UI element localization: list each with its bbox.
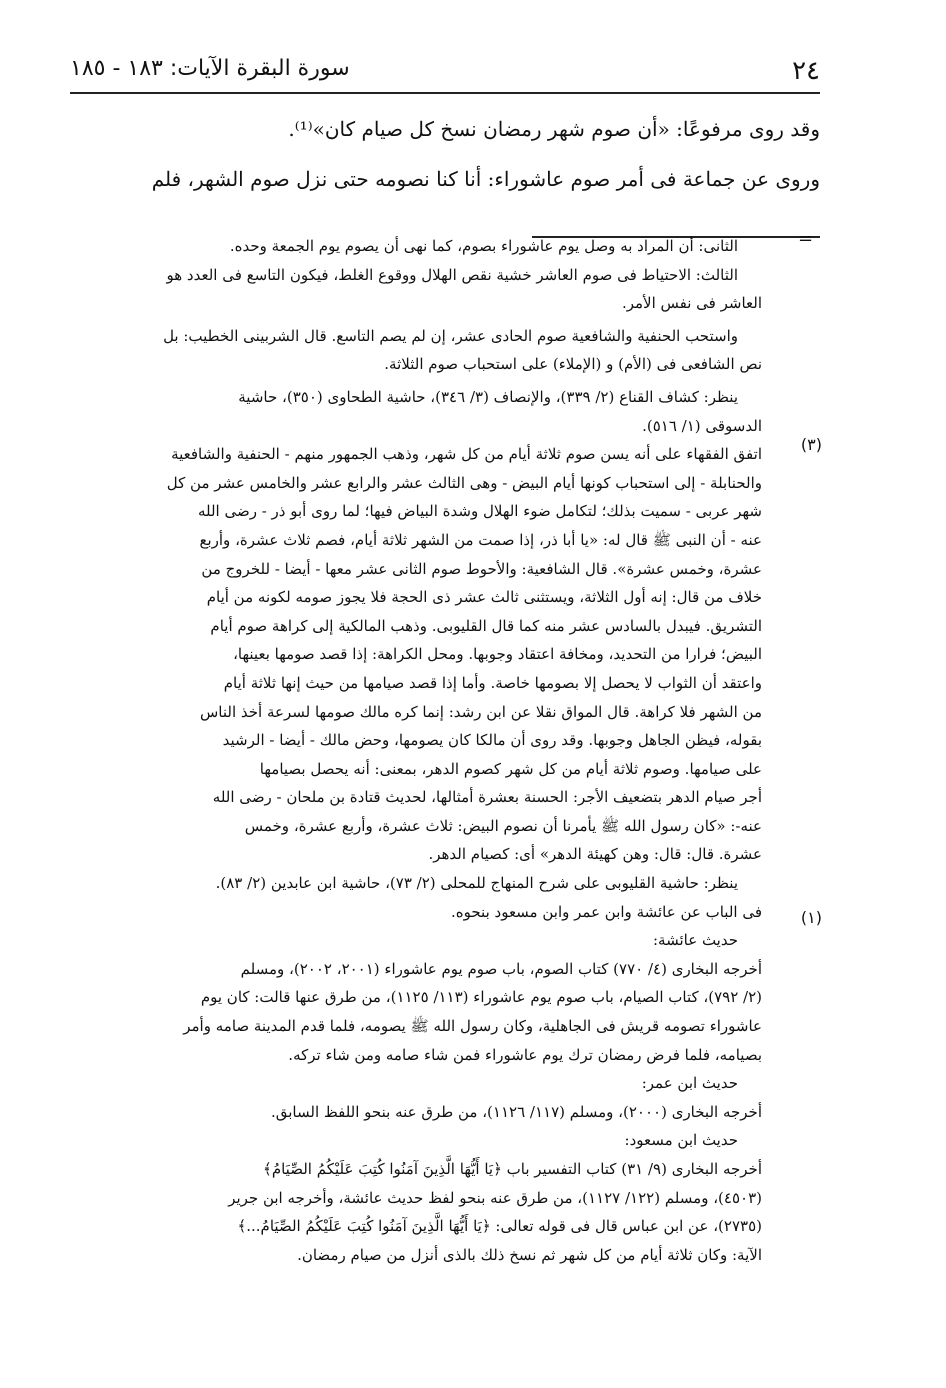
note-1-heading: حديث عائشة: bbox=[653, 931, 738, 950]
note-1-line: بصيامه، فلما فرض رمضان ترك يوم عاشوراء فمن شاء صامه ومن شاء تركه. bbox=[288, 1045, 762, 1064]
note-3-line: عشرة، وخمس عشرة». قال الشافعية: والأحوط صوم الثانى عشر معها - أيضا - للخروج من bbox=[201, 559, 762, 578]
note-1-intro: فى الباب عن عائشة وابن عمر وابن مسعود بنحوه. bbox=[450, 902, 762, 921]
note-line: ينظر: كشاف القناع (٢/ ٣٣٩)، والإنصاف (٣/ ٣٤٦)، حاشية الطحاوى (٣٥٠)، حاشية bbox=[238, 387, 738, 406]
footnote-marker-3: (٣) bbox=[800, 435, 822, 454]
running-head: سورة البقرة الآيات: ١٨٣ - ١٨٥ bbox=[70, 56, 350, 81]
note-1-line: عاشوراء تصومه قريش فى الجاهلية، وكان رسول الله ﷺ يصومه، فلما قدم المدينة صامه وأمر bbox=[183, 1017, 762, 1036]
note-3-line: عنه-: «كان رسول الله ﷺ يأمرنا أن نصوم البيض: ثلاث عشرة، وأربع عشرة، وخمس bbox=[244, 816, 762, 835]
footnote-marker-1: (١) bbox=[800, 908, 822, 927]
note-3-line: عنه - أن النبى ﷺ قال له: «يا أبا ذر، إذا صمت من الشهر ثلاثة أيام، فصم ثلاث عشرة، وأربع bbox=[199, 530, 762, 549]
main-text bbox=[70, 104, 820, 204]
note-1-line: (٤٥٠٣)، ومسلم (١٢٢/ ١١٢٧)، من طرق عنه بنحو لفظ حديث عائشة، وأخرجه ابن جرير bbox=[228, 1188, 762, 1207]
note-1-heading: حديث ابن عمر: bbox=[641, 1074, 738, 1093]
note-line: الدسوقى (١/ ٥١٦). bbox=[642, 416, 762, 435]
note-3-line: البيض؛ فرارا من التحديد، ومخافة اعتقاد وجوبها. ومحل الكراهة: إذا قصد صومها بعينها، bbox=[233, 645, 762, 664]
continuation-mark: = bbox=[798, 228, 814, 249]
note-1-line: أخرجه البخارى (٢٠٠٠)، ومسلم (١١٧/ ١١٢٦)، من طرق عنه بنحو اللفظ السابق. bbox=[270, 1102, 762, 1121]
note-line: واستحب الحنفية والشافعية صوم الحادى عشر، إن لم يصم التاسع. قال الشربينى الخطيب: بل bbox=[163, 326, 738, 345]
note-line: الثانى: أن المراد به وصل يوم عاشوراء بصوم، كما نهى أن يصوم يوم الجمعة وحده. bbox=[229, 237, 738, 255]
note-3-line: من الشهر فلا كراهة. قال المواق نقلا عن ابن رشد: إنما كره مالك صومها لسرعة أخذ الناس bbox=[199, 702, 762, 721]
note-line: الثالث: الاحتياط فى صوم العاشر خشية نقص الهلال ووقوع الغلط، فيكون التاسع فى العدد هو bbox=[166, 265, 738, 284]
note-1-line: أخرجه البخارى (٤/ ٧٧٠) كتاب الصوم، باب صوم يوم عاشوراء (٢٠٠١، ٢٠٠٢)، ومسلم bbox=[240, 959, 762, 978]
note-3-line: والحنابلة - إلى استحباب كونها أيام البيض - وهى الثالث عشر والرابع عشر والخامس عشر من كل bbox=[166, 473, 762, 492]
note-1-heading: حديث ابن مسعود: bbox=[624, 1131, 738, 1150]
note-line: العاشر فى نفس الأمر. bbox=[621, 294, 762, 313]
note-1-line: أخرجه البخارى (٩/ ٣١) كتاب التفسير باب ﴿يَا أَيُّهَا الَّذِينَ آمَنُوا كُتِبَ عَلَيْكُمُ الصِّيَامُ﴾ bbox=[263, 1160, 762, 1178]
note-1-line: (٢٧٣٥)، عن ابن عباس قال فى قوله تعالى: ﴿يَا أَيُّهَا الَّذِينَ آمَنُوا كُتِبَ عَلَيْكُمُ الصِّيَامُ...﴾ bbox=[237, 1217, 762, 1236]
note-3-line: على صيامها. وصوم ثلاثة أيام من كل شهر كصوم الدهر، بمعنى: أنه يحصل بصيامها bbox=[259, 759, 762, 778]
note-3-line: بقوله، فيظن الجاهل وجوبها. وقد روى أن مالكا كان يصومها، وحض مالك - أيضا - الرشيد bbox=[222, 731, 762, 750]
note-3-ref: ينظر: حاشية القليوبى على شرح المنهاج للمحلى (٢/ ٧٣)، حاشية ابن عابدين (٢/ ٨٣). bbox=[215, 874, 738, 893]
note-3-line: أجر صيام الدهر بتضعيف الأجر: الحسنة بعشرة أمثالها، لحديث قتادة بن ملحان - رضى الله bbox=[212, 788, 762, 807]
note-3-line: اتفق الفقهاء على أنه يسن صوم ثلاثة أيام من كل شهر، وذهب الجمهور منهم - الحنفية والشافعية bbox=[171, 445, 762, 464]
note-1-line: (٢/ ٧٩٢)، كتاب الصيام، باب صوم يوم عاشوراء (١١٣/ ١١٢٥)، من طرق عنها قالت: كان يوم bbox=[200, 988, 762, 1007]
note-line: نص الشافعى فى (الأم) و (الإملاء) على استحباب صوم الثلاثة. bbox=[384, 355, 762, 374]
note-3-line: واعتقد أن الثواب لا يحصل إلا بصومها خاصة. وأما إذا قصد صيامها من حيث إنها ثلاثة أيام bbox=[223, 673, 762, 692]
main-text-line: وروى عن جماعة فى أمر صوم عاشوراء: أنا كنا نصومه حتى نزل صوم الشهر، فلم bbox=[151, 167, 820, 191]
page-header bbox=[70, 52, 820, 94]
note-3-line: شهر عربى - سميت بذلك؛ لتكامل ضوء الهلال وشدة البياض فيها؛ لما روى أبو ذر - رضى الله bbox=[197, 502, 762, 521]
note-3-line: التشريق. فيبدل بالسادس عشر منه كما قال القليوبى. وذهب المالكية إلى كراهة صوم أيام bbox=[210, 616, 762, 635]
note-3-line: عشرة. قال: قال: وهن كهيئة الدهر» أى: كصيام الدهر. bbox=[428, 845, 762, 864]
footnotes bbox=[62, 232, 762, 1269]
note-1-line: الآية: وكان ثلاثة أيام من كل شهر ثم نسخ ذلك بالذى أنزل من صيام رمضان. bbox=[297, 1245, 762, 1264]
note-3-line: خلاف من قال: إنه أول الثلاثة، ويستثنى ثالث عشر ذى الحجة فلا يجوز صومه لكونه من أيام bbox=[206, 588, 762, 607]
main-text-line: وقد روى مرفوعًا: «أن صوم شهر رمضان نسخ كل صيام كان»⁽¹⁾. bbox=[288, 117, 820, 141]
page-number: ٢٤ bbox=[792, 56, 820, 86]
